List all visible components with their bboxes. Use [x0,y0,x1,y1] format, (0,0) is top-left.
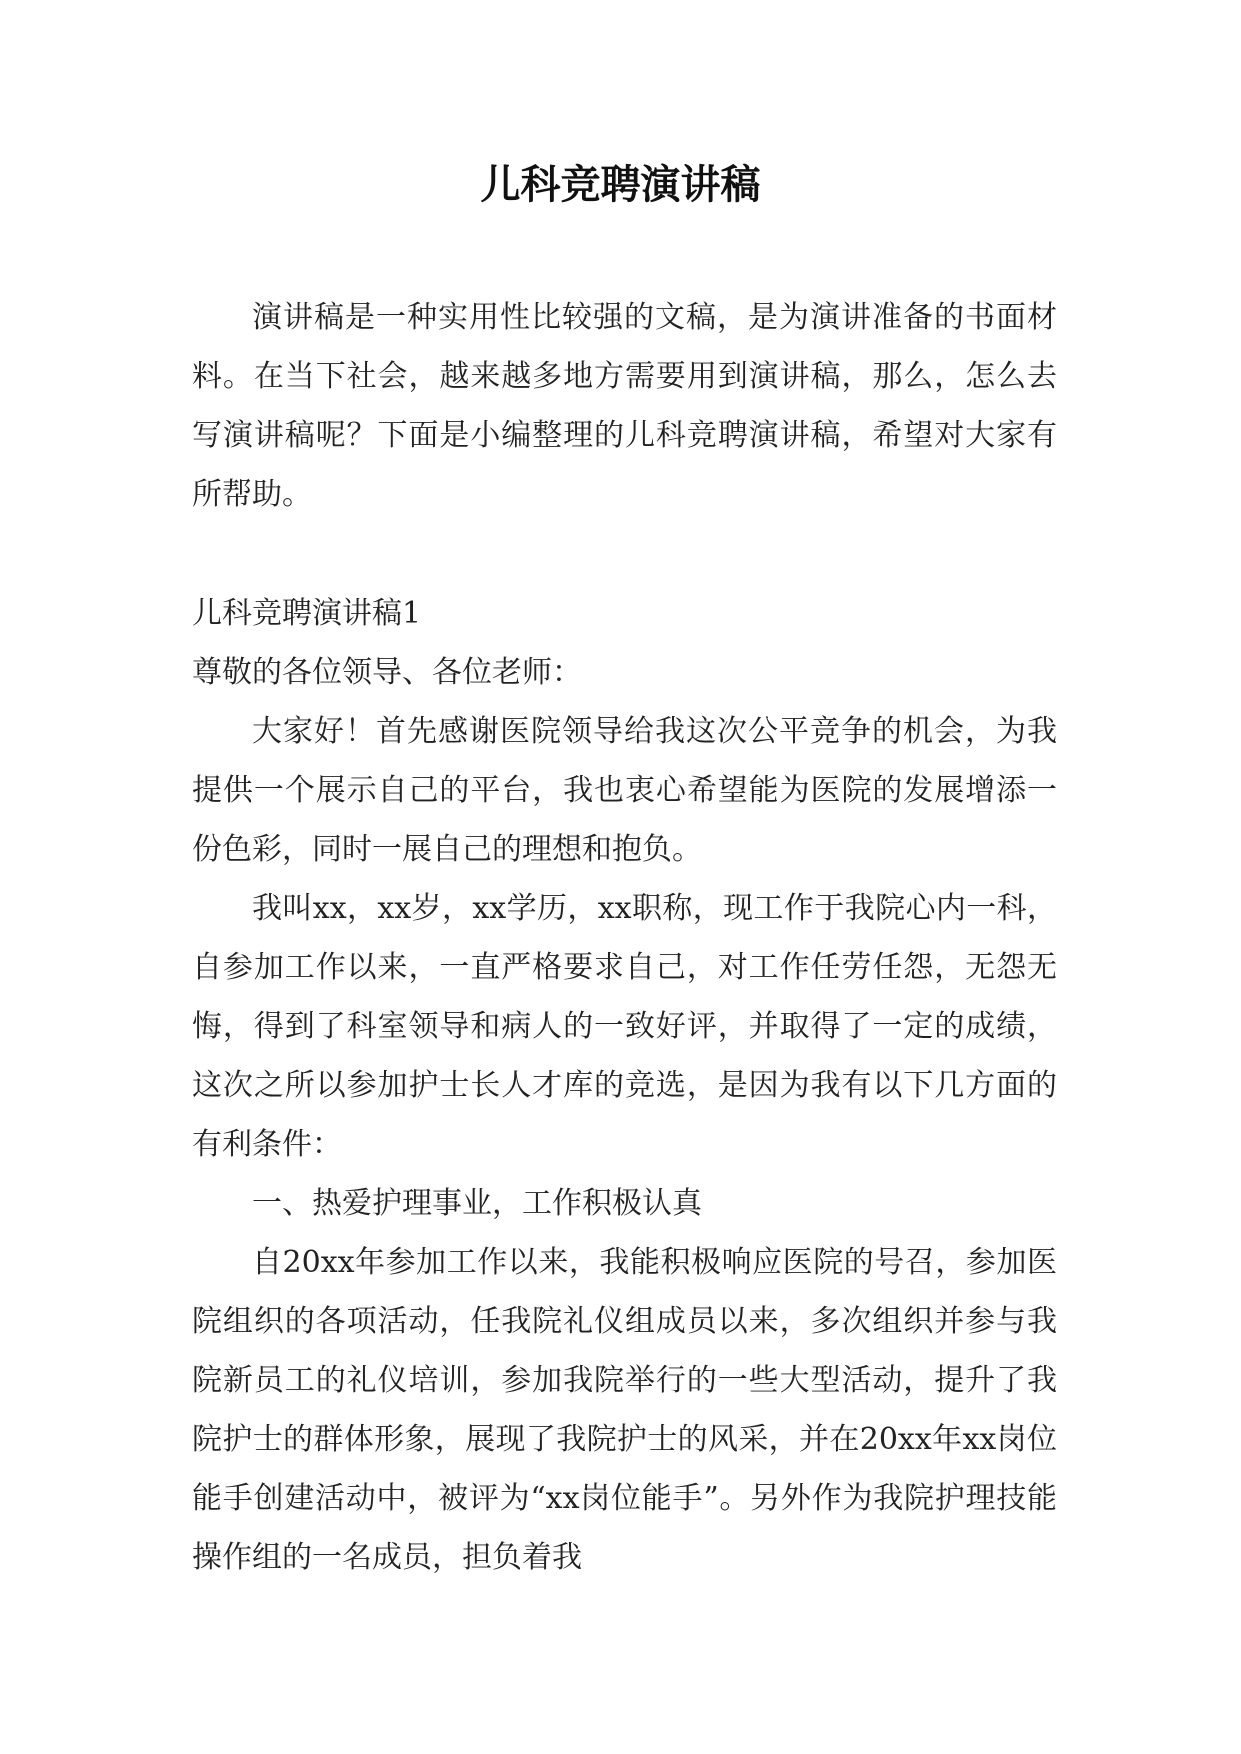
document-body [192,288,1057,1587]
intro-paragraph: 演讲稿是一种实用性比较强的文稿，是为演讲准备的书面材料。在当下社会，越来越多地方需要用到演讲稿，那么，怎么去写演讲稿呢？下面是小编整理的儿科竞聘演讲稿，希望对大家有所帮助。 [192,300,1057,512]
document-title: 儿科竞聘演讲稿 [480,161,761,208]
salutation: 尊敬的各位领导、各位老师： [192,655,582,690]
body-paragraph: 大家好！首先感谢医院领导给我这次公平竞争的机会，为我提供一个展示自己的平台，我也衷心希望能为医院的发展增添一份色彩，同时一展自己的理想和抱负。 [192,714,1057,867]
body-paragraph: 自20xx年参加工作以来，我能积极响应医院的号召，参加医院组织的各项活动，任我院礼仪组成员以来，多次组织并参与我院新员工的礼仪培训，参加我院举行的一些大型活动，提升了我院护士的群体形象，展现了我院护士的风采，并在20xx年xx岗位能手创建活动中，被评为“xx岗位能手”。另外作为我院护理技能操作组的一名成员，担负着我 [192,1245,1057,1575]
section-heading: 儿科竞聘演讲稿1 [192,596,422,631]
body-paragraph: 我叫xx，xx岁，xx学历，xx职称，现工作于我院心内一科，自参加工作以来，一直严格要求自己，对工作任劳任怨，无怨无悔，得到了科室领导和病人的一致好评，并取得了一定的成绩，这次之所以参加护士长人才库的竞选，是因为我有以下几方面的有利条件： [192,891,1057,1162]
subheading-paragraph: 一、热爱护理事业，工作积极认真 [252,1186,702,1221]
